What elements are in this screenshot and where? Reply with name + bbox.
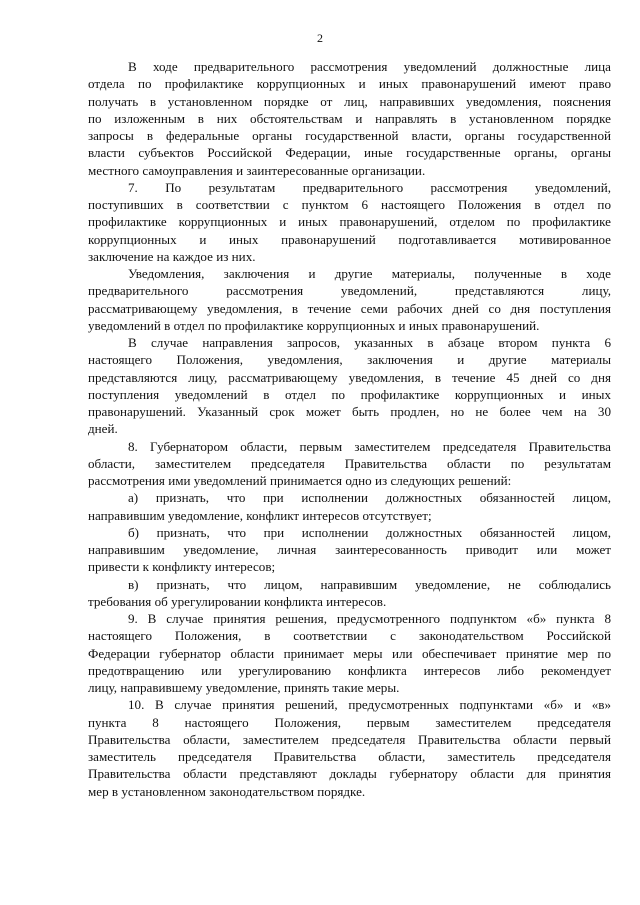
text-line: по изложенным в них обстоятельствам и направлять в установленном порядке xyxy=(88,110,611,126)
paragraph xyxy=(88,524,611,576)
paragraph xyxy=(88,489,611,524)
text-line: рассматривающему уведомления, в течение семи рабочих дней со дня поступления xyxy=(88,300,611,316)
text-line: лицу, направившему уведомление, принять такие меры. xyxy=(88,680,400,695)
paragraph xyxy=(88,696,611,800)
text-line: В ходе предварительного рассмотрения уведомлений должностные лица xyxy=(128,59,611,74)
text-line: б) признать, что при исполнении должностных обязанностей лицом, xyxy=(128,524,611,540)
text-line: Правительства области, заместителем председателя Правительства области первый xyxy=(88,731,611,747)
text-line: требования об урегулировании конфликта интересов. xyxy=(88,593,387,609)
paragraph xyxy=(88,179,611,265)
page-number: 2 xyxy=(317,31,323,45)
text-line: направившим уведомление, конфликт интересов отсутствует; xyxy=(88,507,432,523)
text-line: 7. По результатам предварительного рассмотрения уведомлений, xyxy=(128,179,611,195)
text-line: 9. В случае принятия решения, предусмотренного подпунктом «б» пункта 8 xyxy=(128,611,611,626)
text-line: отдела по профилактике коррупционных и иных правонарушений имеют право xyxy=(88,76,611,92)
text-line: предотвращению или урегулированию конфликта интересов либо рекомендует xyxy=(88,662,611,678)
text-line: области, заместителем председателя Правительства области по результатам xyxy=(88,455,611,471)
text-line: коррупционных и иных правонарушений подготавливается мотивированное xyxy=(88,231,611,247)
text-line: уведомлений в отдел по профилактике коррупционных и иных правонарушений. xyxy=(88,317,540,333)
text-line: мер в установленном законодательством порядке. xyxy=(88,783,366,799)
text-line: 8. Губернатором области, первым заместителем председателя Правительства xyxy=(128,438,611,454)
text-line: власти субъектов Российской Федерации, иные государственные органы, органы xyxy=(88,145,611,161)
paragraph xyxy=(88,265,611,334)
text-line: профилактике коррупционных и иных правонарушений, отделом по профилактике xyxy=(88,214,611,230)
text-line: Правительства области представляют доклады губернатору области для принятия xyxy=(88,766,611,782)
paragraph xyxy=(88,438,611,490)
text-line: настоящего Положения, уведомления, заключения и другие материалы xyxy=(88,352,611,368)
text-line: а) признать, что при исполнении должностных обязанностей лицом, xyxy=(128,490,611,506)
text-line: рассмотрения ими уведомлений принимается одно из следующих решений: xyxy=(88,473,512,488)
document-body xyxy=(88,58,611,800)
text-line: местного самоуправления и заинтересованные организации. xyxy=(88,162,426,178)
text-line: направившим уведомление, личная заинтересованность приводит или может xyxy=(88,542,611,557)
text-line: заключение на каждое из них. xyxy=(88,248,256,264)
paragraph xyxy=(88,58,611,179)
text-line: привести к конфликту интересов; xyxy=(88,559,276,575)
text-line: 10. В случае принятия решений, предусмотренных подпунктами «б» и «в» xyxy=(128,697,611,713)
text-line: запросы в федеральные органы государственной власти, органы государственной xyxy=(88,128,611,143)
text-line: заместитель председателя Правительства области, заместитель председателя xyxy=(88,749,611,764)
text-line: В случае направления запросов, указанных в абзаце втором пункта 6 xyxy=(128,335,611,350)
text-line: поступивших в соответствии с пунктом 6 настоящего Положения в отдел по xyxy=(88,197,611,212)
text-line: получать в установленном порядке от лиц, направивших уведомления, пояснения xyxy=(88,93,611,109)
text-line: пункта 8 настоящего Положения, первым заместителем председателя xyxy=(88,714,611,730)
text-line: настоящего Положения, в соответствии с законодательством Российской xyxy=(88,628,611,644)
paragraph xyxy=(88,610,611,696)
paragraph xyxy=(88,334,611,438)
text-line: Федерации губернатор области принимает меры или обеспечивает принятие мер по xyxy=(88,645,611,661)
text-line: предварительного рассмотрения уведомлений, представляются лицу, xyxy=(88,283,611,299)
text-line: дней. xyxy=(88,421,118,437)
text-line: Уведомления, заключения и другие материалы, полученные в ходе xyxy=(128,266,611,281)
text-line: в) признать, что лицом, направившим уведомление, не соблюдались xyxy=(128,576,611,592)
text-line: правонарушений. Указанный срок может быть продлен, но не более чем на 30 xyxy=(88,404,611,419)
paragraph xyxy=(88,576,611,611)
text-line: поступления уведомлений в отдел по профилактике коррупционных и иных xyxy=(88,386,611,402)
text-line: представляются лицу, рассматривающему уведомления, в течение 45 дней со дня xyxy=(88,369,611,385)
